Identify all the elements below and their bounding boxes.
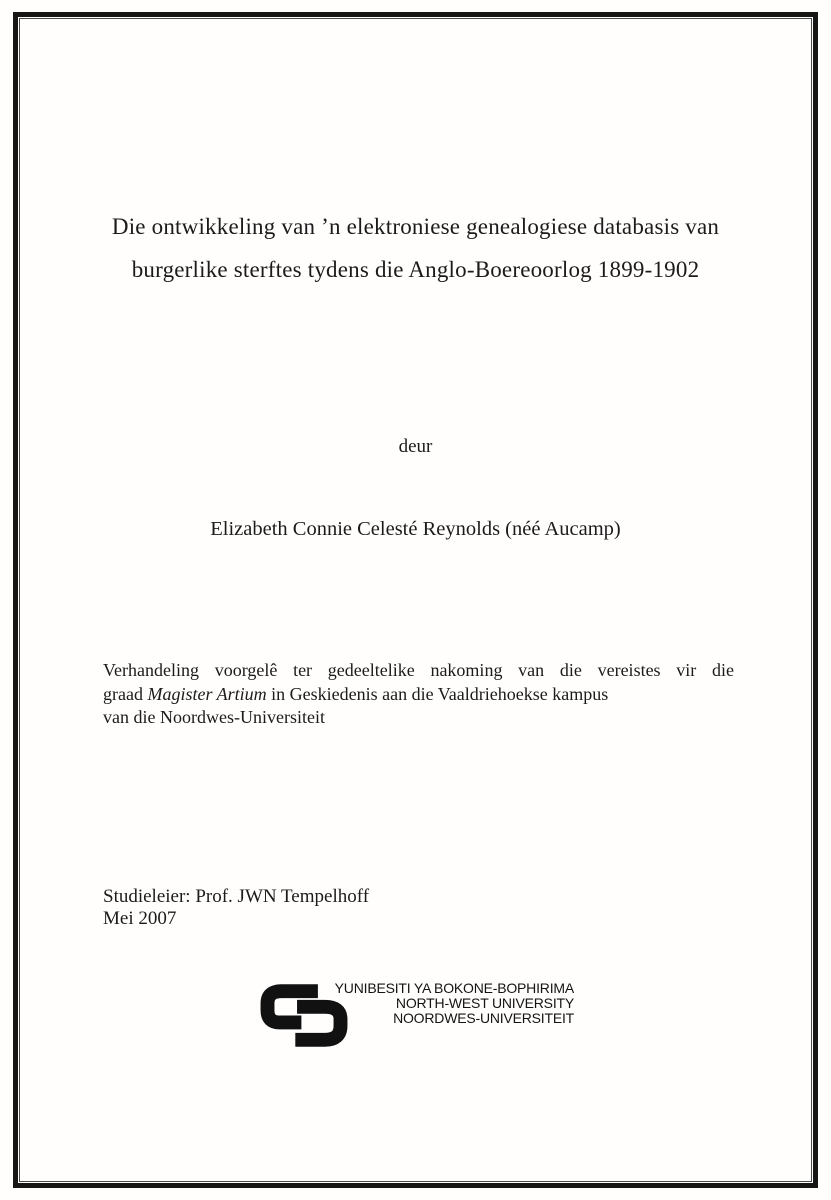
- statement-line-2: [103, 683, 734, 707]
- title-line-2: burgerlike sterftes tydens die Anglo-Boereoorlog 1899-1902: [131, 257, 700, 282]
- statement-line-3: van die Noordwes-Universiteit: [103, 707, 325, 727]
- byline-deur: deur: [398, 436, 433, 457]
- thesis-statement: [103, 659, 734, 730]
- supervisor-line: Studieleier: Prof. JWN Tempelhoff: [103, 886, 370, 907]
- thesis-title: [0, 205, 831, 291]
- statement-line-2-pre: graad: [103, 683, 148, 704]
- nwu-logo: [256, 974, 574, 1054]
- author-name: Elizabeth Connie Celesté Reynolds (néé Aucamp): [210, 518, 621, 540]
- nwu-wordmark-line-1: YUNIBESITI YA BOKONE-BOPHIRIMA: [334, 980, 574, 996]
- date-line: Mei 2007: [103, 907, 177, 929]
- statement-line-2-post: in Geskiedenis aan die Vaaldriehoekse kampus: [266, 683, 609, 704]
- degree-name: Magister Artium: [147, 683, 267, 704]
- supervisor-block: [103, 886, 369, 929]
- title-line-1: Die ontwikkeling van ’n elektroniese genealogiese databasis van: [111, 214, 720, 239]
- nwu-wordmark: [316, 981, 574, 1027]
- nwu-wordmark-line-3: NOORDWES-UNIVERSITEIT: [393, 1010, 574, 1027]
- statement-line-1: Verhandeling voorgelê ter gedeeltelike nakoming van die vereistes vir die: [103, 660, 734, 680]
- nwu-wordmark-line-2: NORTH-WEST UNIVERSITY: [395, 995, 574, 1012]
